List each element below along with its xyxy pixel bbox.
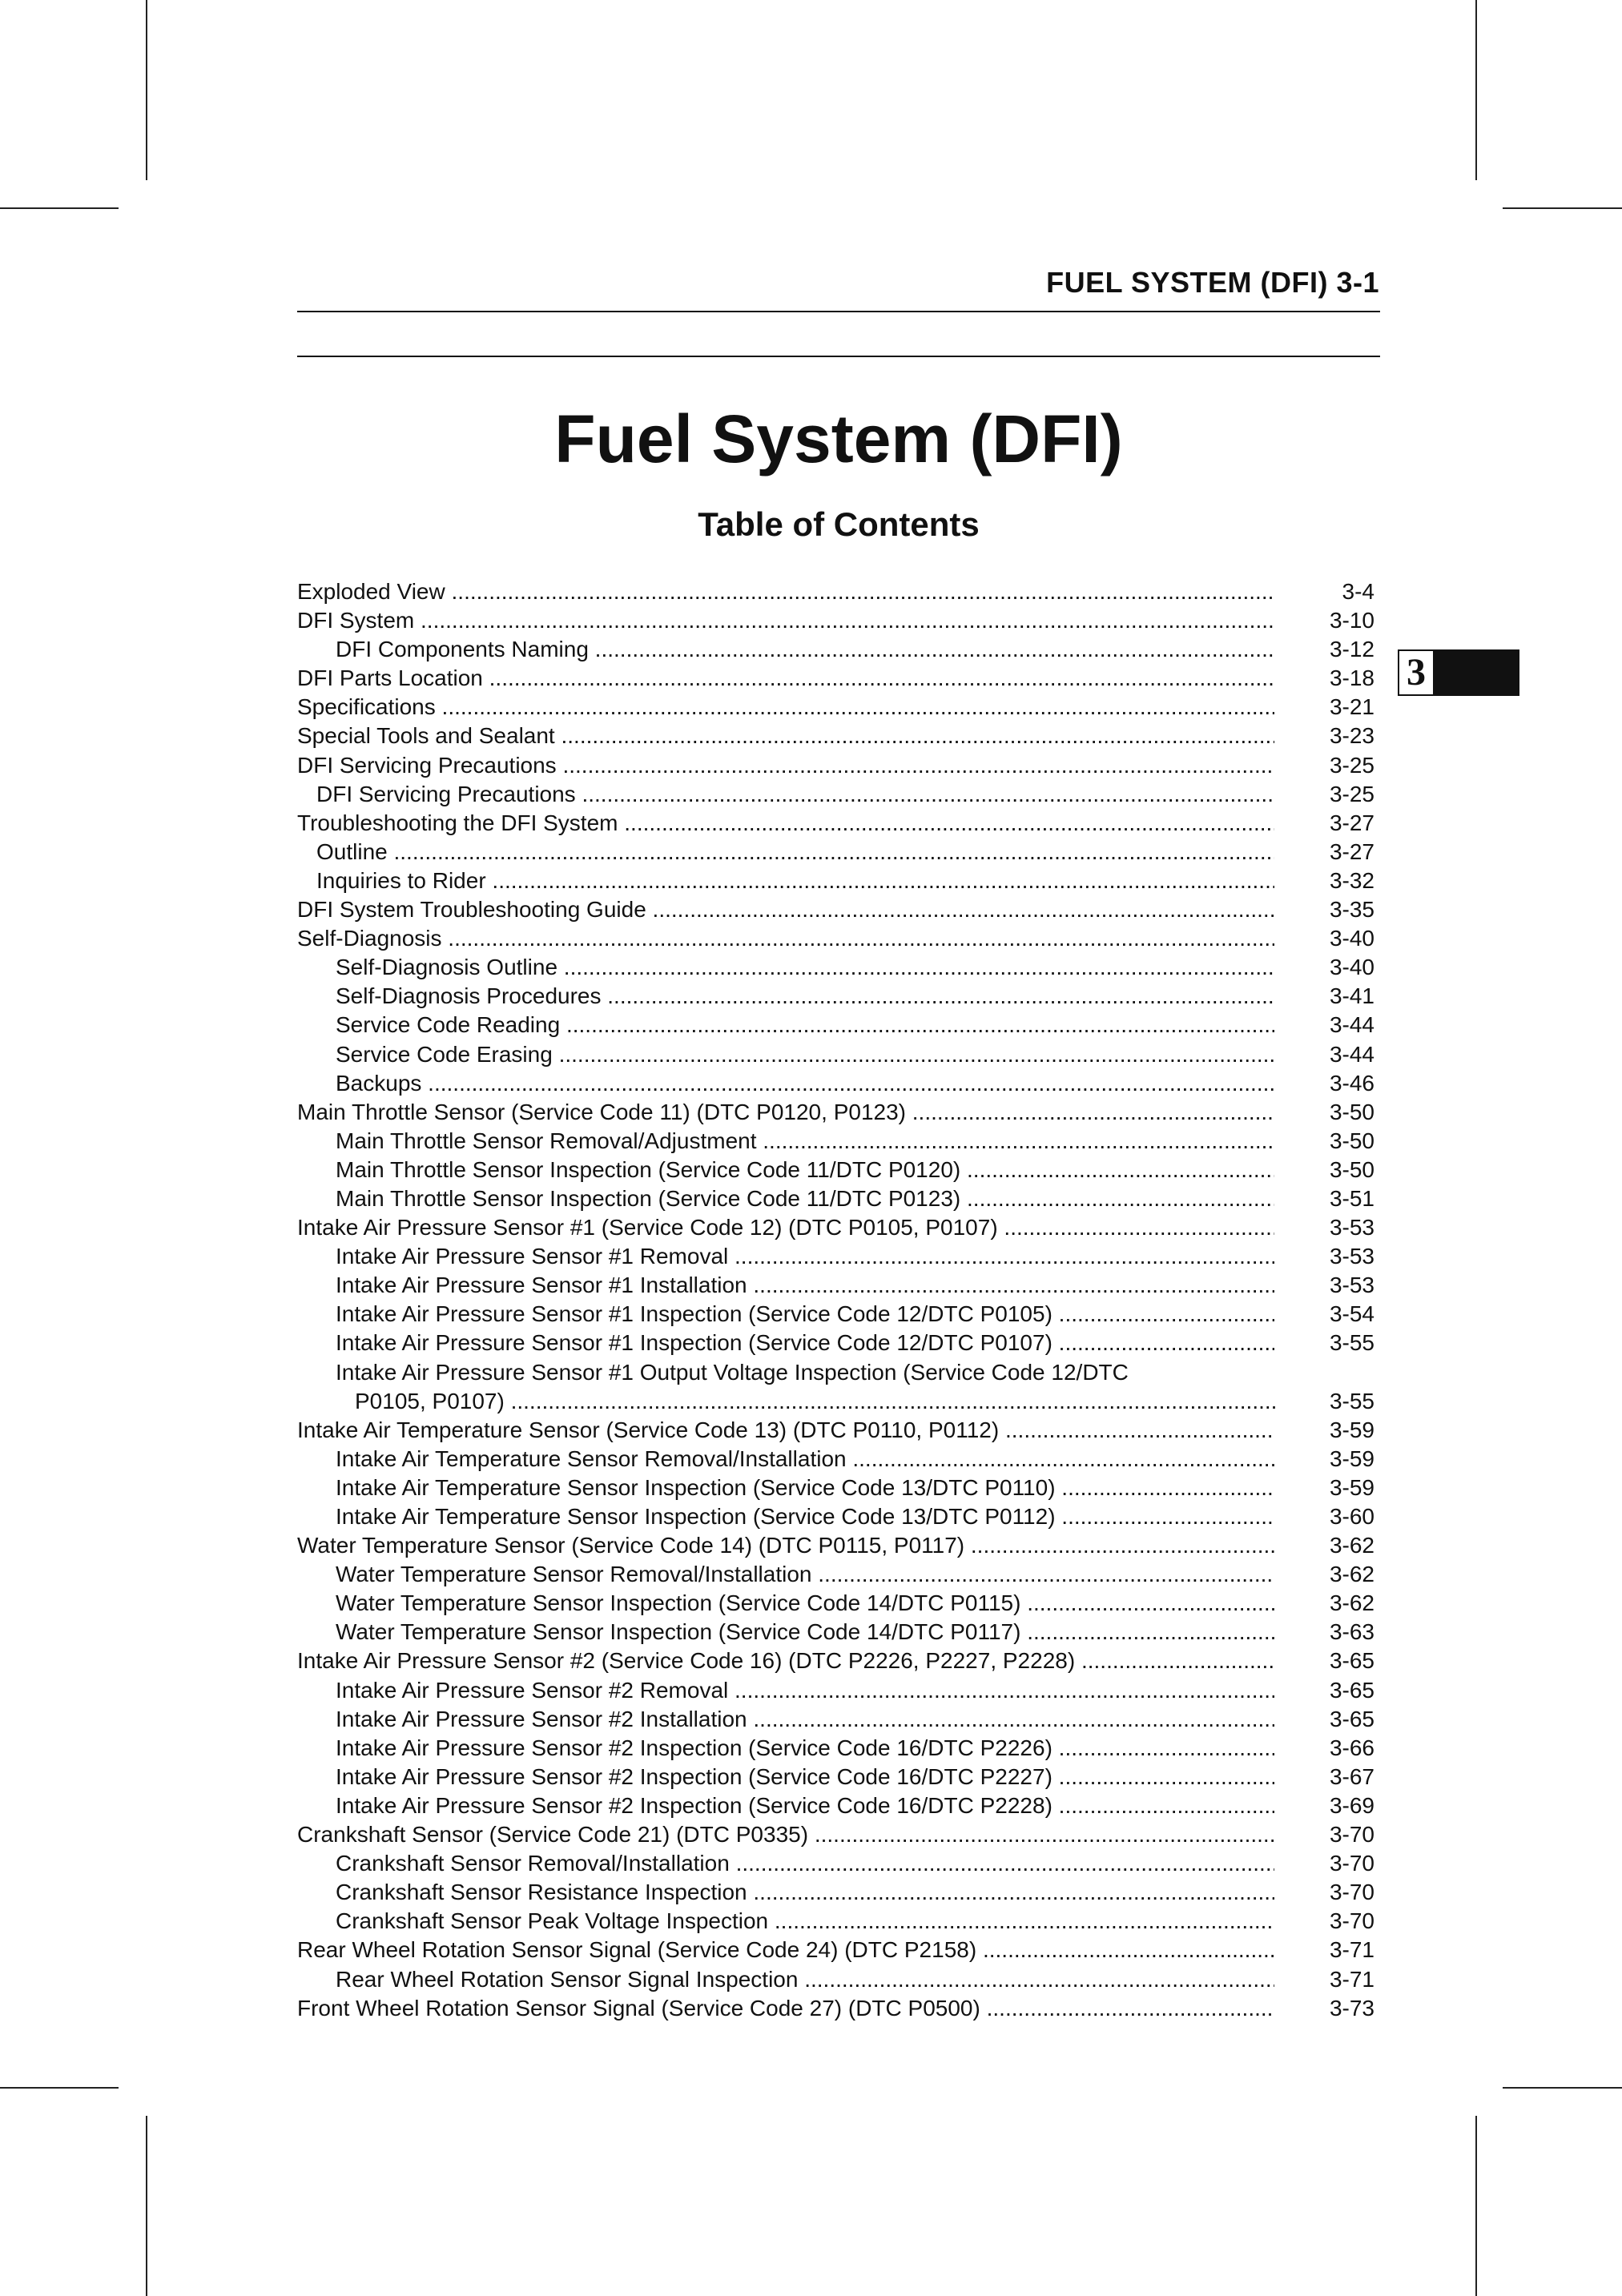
toc-entry[interactable] bbox=[297, 1300, 1374, 1329]
toc-entry[interactable] bbox=[297, 751, 1374, 780]
toc-entry[interactable] bbox=[297, 1878, 1374, 1907]
toc-entry[interactable] bbox=[297, 1647, 1374, 1675]
toc-entry-title: Intake Air Pressure Sensor #2 Removal ..... bbox=[336, 1676, 1274, 1705]
toc-entry-title: Main Throttle Sensor Removal/Adjustment ..... bbox=[336, 1127, 1274, 1156]
toc-entry-page: 3-53 bbox=[1329, 1215, 1374, 1240]
toc-entry-page: 3-46 bbox=[1329, 1070, 1374, 1096]
toc-entry-page: 3-62 bbox=[1329, 1562, 1374, 1587]
toc-entry-page: 3-71 bbox=[1329, 1966, 1374, 1992]
toc-entry-title: Exploded View ..... bbox=[297, 577, 1274, 606]
toc-entry-page: 3-59 bbox=[1329, 1446, 1374, 1471]
toc-entry-title: Intake Air Temperature Sensor Inspection (Service Code 13/DTC P0112) ..... bbox=[336, 1502, 1274, 1531]
crop-mark bbox=[0, 207, 119, 209]
toc-entry-page: 3-12 bbox=[1329, 637, 1374, 662]
toc-entry-page: 3-66 bbox=[1329, 1735, 1374, 1760]
toc-entry[interactable] bbox=[297, 577, 1374, 606]
toc-entry[interactable] bbox=[297, 1907, 1374, 1936]
toc-entry[interactable] bbox=[297, 1156, 1374, 1184]
toc-entry-title: Self-Diagnosis Procedures ..... bbox=[336, 982, 1274, 1011]
toc-entry-title: Crankshaft Sensor Removal/Installation ..... bbox=[336, 1849, 1274, 1878]
toc-entry[interactable] bbox=[297, 1242, 1374, 1271]
crop-mark bbox=[1475, 2116, 1477, 2296]
toc-entry-title: Inquiries to Rider ..... bbox=[316, 867, 1274, 895]
toc-entry-title: Main Throttle Sensor Inspection (Service Code 11/DTC P0123) ..... bbox=[336, 1184, 1274, 1213]
toc-entry-page: 3-44 bbox=[1329, 1012, 1374, 1038]
toc-entry-page: 3-35 bbox=[1329, 897, 1374, 923]
toc-entry-title: Intake Air Pressure Sensor #2 (Service Code 16) (DTC P2226, P2227, P2228) ..... bbox=[297, 1647, 1274, 1675]
toc-entry-title: Intake Air Temperature Sensor (Service Code 13) (DTC P0110, P0112) ..... bbox=[297, 1416, 1274, 1445]
toc-entry-title: DFI Parts Location ..... bbox=[297, 664, 1274, 693]
toc-entry[interactable] bbox=[297, 1040, 1374, 1069]
toc-entry[interactable] bbox=[297, 693, 1374, 722]
crop-mark bbox=[1503, 2087, 1622, 2089]
toc-entry[interactable] bbox=[297, 1127, 1374, 1156]
toc-entry-page: 3-65 bbox=[1329, 1706, 1374, 1731]
toc-entry[interactable] bbox=[297, 1791, 1374, 1820]
toc-entry[interactable] bbox=[297, 1849, 1374, 1878]
toc-entry-page: 3-71 bbox=[1329, 1937, 1374, 1963]
toc-entry[interactable] bbox=[297, 635, 1374, 664]
chapter-tab-bar bbox=[1435, 649, 1519, 696]
toc-entry[interactable] bbox=[297, 1445, 1374, 1474]
toc-entry-title: Main Throttle Sensor (Service Code 11) (DTC P0120, P0123) ..... bbox=[297, 1098, 1274, 1127]
toc-entry-title: DFI Servicing Precautions ..... bbox=[297, 751, 1274, 780]
toc-entry-page: 3-51 bbox=[1329, 1185, 1374, 1211]
toc-entry[interactable] bbox=[297, 1184, 1374, 1213]
toc-entry[interactable] bbox=[297, 953, 1374, 982]
toc-entry-page: 3-55 bbox=[1329, 1388, 1374, 1413]
toc-entry[interactable] bbox=[297, 1531, 1374, 1560]
table-of-contents bbox=[297, 577, 1374, 2023]
toc-entry-page: 3-21 bbox=[1329, 694, 1374, 720]
title-rule bbox=[297, 356, 1380, 357]
toc-entry-title: DFI System Troubleshooting Guide ..... bbox=[297, 895, 1274, 924]
toc-entry-title: Intake Air Pressure Sensor #2 Installation ..... bbox=[336, 1705, 1274, 1734]
toc-entry-page: 3-59 bbox=[1329, 1417, 1374, 1442]
toc-entry[interactable] bbox=[297, 1994, 1374, 2023]
toc-entry-title: Intake Air Pressure Sensor #1 (Service Code 12) (DTC P0105, P0107) ..... bbox=[297, 1213, 1274, 1242]
toc-heading: Table of Contents bbox=[698, 505, 980, 543]
toc-entry[interactable] bbox=[297, 895, 1374, 924]
crop-mark bbox=[146, 2116, 147, 2296]
toc-entry-title: Intake Air Temperature Sensor Removal/Installation ..... bbox=[336, 1445, 1274, 1474]
toc-entry-page: 3-63 bbox=[1329, 1619, 1374, 1645]
toc-entry-title: Intake Air Pressure Sensor #1 Inspection (Service Code 12/DTC P0105) ..... bbox=[336, 1300, 1274, 1329]
toc-entry[interactable] bbox=[297, 1358, 1374, 1416]
toc-entry-title: Water Temperature Sensor Inspection (Service Code 14/DTC P0117) ..... bbox=[336, 1618, 1274, 1647]
toc-entry-title: Troubleshooting the DFI System ..... bbox=[297, 809, 1274, 838]
toc-entry-title: Intake Air Pressure Sensor #1 Installation ..... bbox=[336, 1271, 1274, 1300]
toc-entry-title: Outline ..... bbox=[316, 838, 1274, 867]
toc-entry-page: 3-25 bbox=[1329, 752, 1374, 778]
toc-entry-title: Specifications ..... bbox=[297, 693, 1274, 722]
crop-mark bbox=[1503, 207, 1622, 209]
toc-entry[interactable] bbox=[297, 1936, 1374, 1964]
toc-entry[interactable] bbox=[297, 1705, 1374, 1734]
toc-entry-title: Front Wheel Rotation Sensor Signal (Service Code 27) (DTC P0500) ..... bbox=[297, 1994, 1274, 2023]
toc-entry[interactable] bbox=[297, 1965, 1374, 1994]
toc-entry[interactable] bbox=[297, 1763, 1374, 1791]
toc-entry-page: 3-27 bbox=[1329, 838, 1374, 864]
toc-entry-page: 3-69 bbox=[1329, 1792, 1374, 1818]
toc-entry-title: Backups ..... bbox=[336, 1069, 1274, 1098]
toc-entry[interactable] bbox=[297, 1560, 1374, 1589]
toc-entry[interactable] bbox=[297, 1734, 1374, 1763]
toc-entry[interactable] bbox=[297, 1098, 1374, 1127]
toc-entry-page: 3-44 bbox=[1329, 1041, 1374, 1067]
toc-entry-page: 3-50 bbox=[1329, 1128, 1374, 1153]
toc-entry-page: 3-70 bbox=[1329, 1880, 1374, 1905]
toc-entry-page: 3-67 bbox=[1329, 1763, 1374, 1789]
toc-entry[interactable] bbox=[297, 1618, 1374, 1647]
toc-entry-title: DFI Servicing Precautions ..... bbox=[316, 780, 1274, 809]
toc-entry-page: 3-4 bbox=[1342, 579, 1374, 604]
toc-entry-page: 3-25 bbox=[1329, 781, 1374, 806]
toc-entry-title: Intake Air Pressure Sensor #2 Inspection (Service Code 16/DTC P2226) ..... bbox=[336, 1734, 1274, 1763]
toc-entry-page: 3-70 bbox=[1329, 1851, 1374, 1876]
toc-entry-page: 3-54 bbox=[1329, 1301, 1374, 1327]
toc-entry[interactable] bbox=[297, 722, 1374, 750]
toc-entry-title: Special Tools and Sealant ..... bbox=[297, 722, 1274, 750]
toc-entry[interactable] bbox=[297, 1271, 1374, 1300]
toc-entry-title: DFI Components Naming ..... bbox=[336, 635, 1274, 664]
toc-entry[interactable] bbox=[297, 924, 1374, 953]
toc-entry-page: 3-40 bbox=[1329, 955, 1374, 980]
toc-entry-page: 3-65 bbox=[1329, 1677, 1374, 1703]
toc-entry-page: 3-18 bbox=[1329, 665, 1374, 691]
toc-entry-title: Intake Air Pressure Sensor #1 Inspection (Service Code 12/DTC P0107) ..... bbox=[336, 1329, 1274, 1357]
toc-entry-page: 3-41 bbox=[1329, 983, 1374, 1009]
toc-entry-title: Intake Air Pressure Sensor #1 Removal ..... bbox=[336, 1242, 1274, 1271]
toc-entry-title: Self-Diagnosis Outline ..... bbox=[336, 953, 1274, 982]
toc-entry-page: 3-50 bbox=[1329, 1099, 1374, 1124]
toc-entry[interactable] bbox=[297, 1416, 1374, 1445]
toc-entry-page: 3-70 bbox=[1329, 1908, 1374, 1934]
toc-entry-title: Crankshaft Sensor Resistance Inspection ..... bbox=[336, 1878, 1274, 1907]
toc-entry-page: 3-27 bbox=[1329, 810, 1374, 835]
toc-entry[interactable] bbox=[297, 1213, 1374, 1242]
toc-entry-page: 3-62 bbox=[1329, 1533, 1374, 1558]
toc-entry[interactable] bbox=[297, 1676, 1374, 1705]
toc-entry[interactable] bbox=[297, 606, 1374, 635]
toc-entry-page: 3-62 bbox=[1329, 1590, 1374, 1616]
toc-entry-title: Water Temperature Sensor (Service Code 14) (DTC P0115, P0117) ..... bbox=[297, 1531, 1274, 1560]
toc-entry-title: Water Temperature Sensor Inspection (Service Code 14/DTC P0115) ..... bbox=[336, 1589, 1274, 1618]
toc-entry[interactable] bbox=[297, 1502, 1374, 1531]
chapter-tab-number: 3 bbox=[1398, 649, 1435, 696]
running-header: FUEL SYSTEM (DFI) 3-1 bbox=[1046, 266, 1379, 299]
crop-mark bbox=[0, 2087, 119, 2089]
toc-entry-title: Rear Wheel Rotation Sensor Signal (Service Code 24) (DTC P2158) ..... bbox=[297, 1936, 1274, 1964]
toc-entry[interactable] bbox=[297, 867, 1374, 895]
toc-entry-title: Service Code Reading ..... bbox=[336, 1011, 1274, 1039]
toc-entry[interactable] bbox=[297, 982, 1374, 1011]
toc-entry-page: 3-55 bbox=[1329, 1330, 1374, 1356]
toc-entry[interactable] bbox=[297, 664, 1374, 693]
toc-entry-page: 3-65 bbox=[1329, 1648, 1374, 1674]
chapter-tab[interactable] bbox=[1398, 649, 1519, 696]
toc-entry[interactable] bbox=[297, 1820, 1374, 1849]
chapter-title: Fuel System (DFI) bbox=[554, 401, 1123, 476]
toc-entry[interactable] bbox=[297, 1329, 1374, 1357]
header-rule bbox=[297, 311, 1380, 312]
toc-entry-title: Main Throttle Sensor Inspection (Service Code 11/DTC P0120) ..... bbox=[336, 1156, 1274, 1184]
toc-entry-page: 3-53 bbox=[1329, 1244, 1374, 1269]
toc-entry-title: Crankshaft Sensor Peak Voltage Inspection ..... bbox=[336, 1907, 1274, 1936]
toc-entry-title: Intake Air Temperature Sensor Inspection (Service Code 13/DTC P0110) ..... bbox=[336, 1474, 1274, 1502]
toc-entry-title-continuation: P0105, P0107) ..... bbox=[355, 1387, 1276, 1416]
toc-entry-title: Crankshaft Sensor (Service Code 21) (DTC P0335) ..... bbox=[297, 1820, 1274, 1849]
toc-entry-page: 3-70 bbox=[1329, 1822, 1374, 1848]
toc-entry[interactable] bbox=[297, 780, 1374, 809]
toc-entry-page: 3-59 bbox=[1329, 1474, 1374, 1500]
crop-mark bbox=[146, 0, 147, 180]
toc-entry-title: Intake Air Pressure Sensor #2 Inspection (Service Code 16/DTC P2227) ..... bbox=[336, 1763, 1274, 1791]
toc-entry-page: 3-23 bbox=[1329, 723, 1374, 749]
crop-mark bbox=[1475, 0, 1477, 180]
toc-entry-title: Water Temperature Sensor Removal/Installation ..... bbox=[336, 1560, 1274, 1589]
toc-entry-page: 3-50 bbox=[1329, 1156, 1374, 1182]
toc-entry-title: Self-Diagnosis ..... bbox=[297, 924, 1274, 953]
toc-entry-page: 3-10 bbox=[1329, 608, 1374, 633]
toc-entry-title: Intake Air Pressure Sensor #1 Output Voltage Inspection (Service Code 12/DTC bbox=[336, 1359, 1129, 1385]
toc-entry[interactable] bbox=[297, 809, 1374, 838]
toc-entry-title: Service Code Erasing ..... bbox=[336, 1040, 1274, 1069]
toc-entry-title: Rear Wheel Rotation Sensor Signal Inspection ..... bbox=[336, 1965, 1274, 1994]
toc-entry-page: 3-73 bbox=[1329, 1995, 1374, 2021]
toc-entry[interactable] bbox=[297, 1589, 1374, 1618]
toc-entry-title: DFI System ..... bbox=[297, 606, 1274, 635]
toc-entry-page: 3-40 bbox=[1329, 926, 1374, 951]
toc-entry[interactable] bbox=[297, 1474, 1374, 1502]
toc-entry[interactable] bbox=[297, 838, 1374, 867]
toc-entry[interactable] bbox=[297, 1011, 1374, 1039]
toc-entry-title: Intake Air Pressure Sensor #2 Inspection (Service Code 16/DTC P2228) ..... bbox=[336, 1791, 1274, 1820]
toc-entry-page: 3-32 bbox=[1329, 867, 1374, 893]
toc-entry-page: 3-53 bbox=[1329, 1273, 1374, 1298]
toc-entry-page: 3-60 bbox=[1329, 1504, 1374, 1529]
toc-entry[interactable] bbox=[297, 1069, 1374, 1098]
